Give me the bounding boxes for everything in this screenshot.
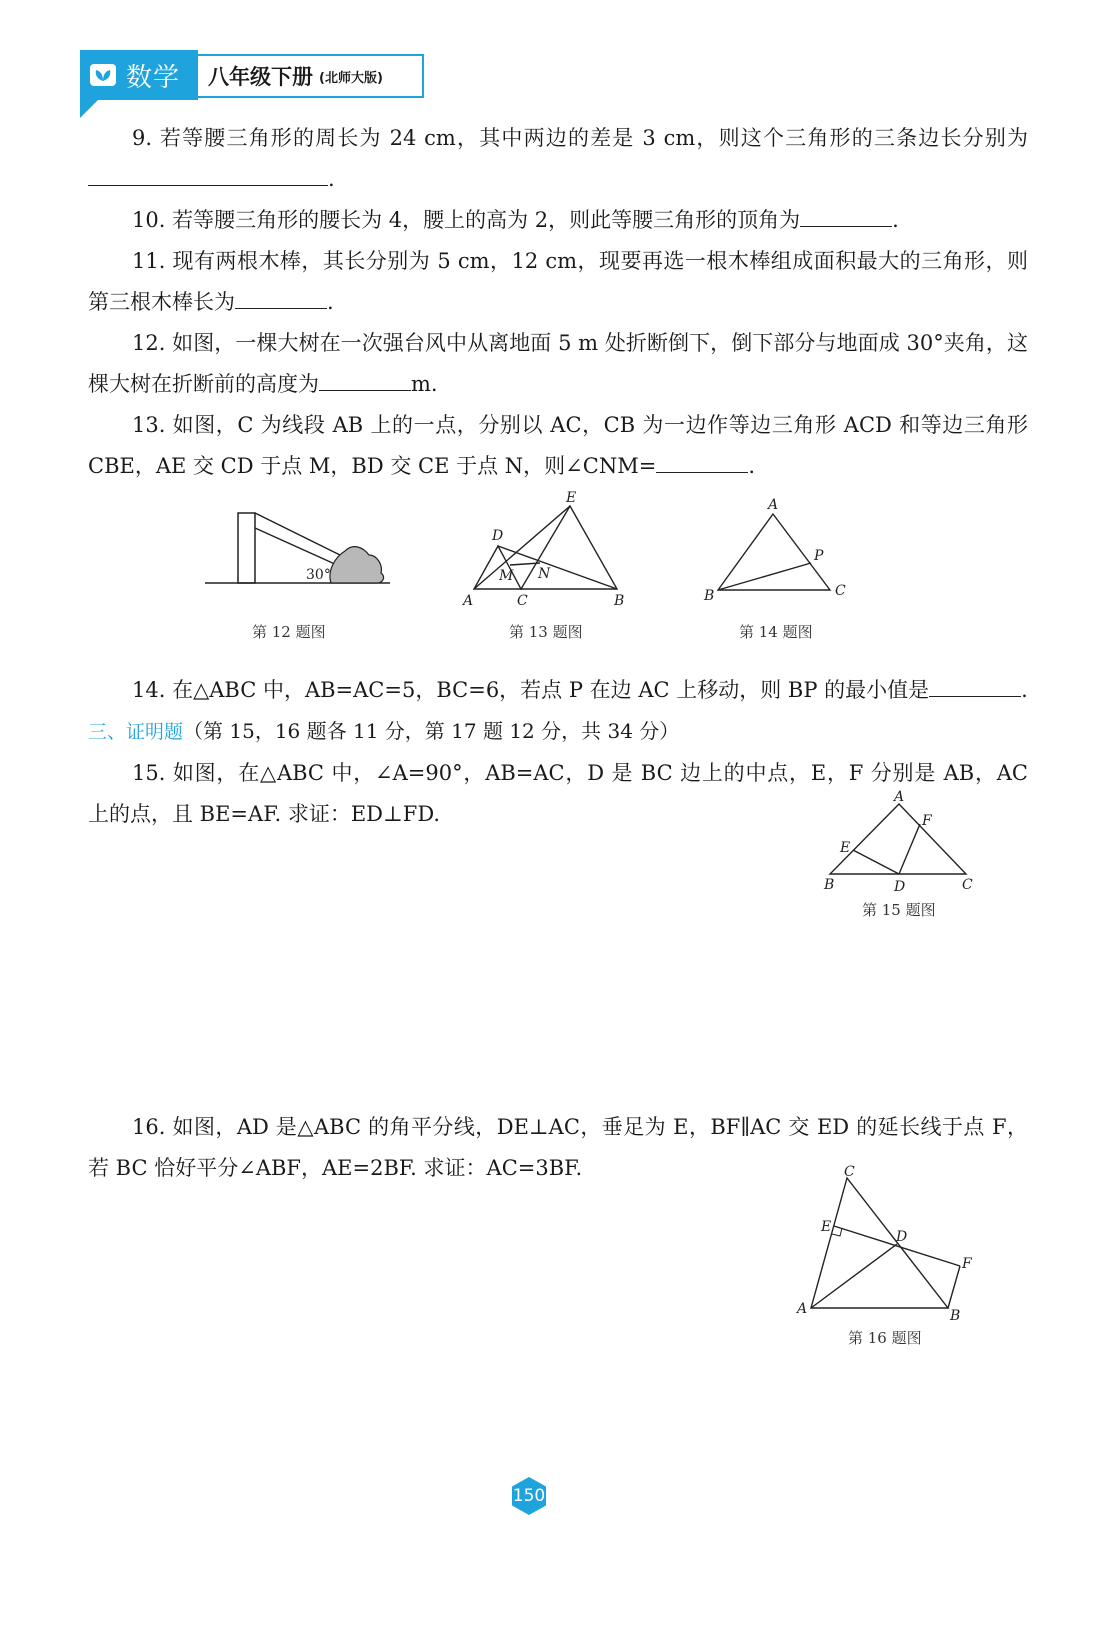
point-label-A: A (768, 497, 779, 513)
point-label-A: A (463, 593, 474, 609)
question-11-text: 11. 现有两根木棒，其长分别为 5 cm，12 cm，现要再选一根木棒组成面积最大的三角形，则第三根木棒长为 (88, 249, 1028, 314)
section-3-heading (88, 711, 1028, 753)
point-label-E: E (821, 1219, 832, 1235)
figure-16 (790, 1162, 980, 1327)
figure-13-caption: 第 13 题图 (509, 623, 583, 641)
figure-14 (700, 492, 860, 607)
point-label-C: C (962, 877, 973, 893)
figure-13 (462, 488, 632, 610)
question-14-text: 14. 在△ABC 中，AB=AC=5，BC=6，若点 P 在边 AC 上移动，则 BP 的最小值是 (132, 678, 930, 702)
subject-tab (80, 50, 198, 100)
point-label-F: F (922, 813, 932, 829)
answer-blank (88, 163, 328, 186)
point-label-C: C (844, 1164, 855, 1180)
point-label-M: M (499, 568, 514, 584)
figure-15-caption: 第 15 题图 (862, 901, 936, 919)
point-label-B: B (704, 588, 715, 604)
page-number-badge (509, 1476, 549, 1516)
point-label-D: D (896, 1229, 908, 1245)
answer-blank (319, 368, 411, 391)
point-label-F: F (962, 1256, 972, 1272)
question-9-end: . (328, 167, 335, 191)
point-label-B: B (614, 593, 625, 609)
figure-12 (205, 505, 390, 587)
answer-blank (656, 450, 748, 473)
question-14-end: . (1021, 678, 1028, 702)
section-note: （第 15，16 题各 11 分，第 17 题 12 分，共 34 分） (183, 719, 680, 743)
question-9 (88, 118, 1028, 200)
point-label-B: B (824, 877, 835, 893)
book-title-box (198, 54, 424, 98)
question-13-text: 13. 如图，C 为线段 AB 上的一点，分别以 AC，CB 为一边作等边三角形 ACD 和等边三角形 CBE，AE 交 CD 于点 M，BD 交 CE 于点 N，则∠CNM= (88, 413, 1028, 478)
question-14 (88, 670, 1028, 711)
question-13 (88, 405, 1028, 487)
point-label-N: N (538, 566, 551, 582)
point-label-A: A (797, 1301, 808, 1317)
figure-16-caption: 第 16 题图 (848, 1329, 922, 1347)
point-label-E: E (566, 490, 577, 506)
edition-label: (北师大版) (319, 70, 383, 86)
grade-label: 八年级下册 (208, 65, 313, 89)
question-11 (88, 241, 1028, 323)
point-label-C: C (835, 583, 846, 599)
answer-blank (800, 204, 892, 227)
question-9-text: 9. 若等腰三角形的周长为 24 cm，其中两边的差是 3 cm，则这个三角形的三条边长分别为 (132, 126, 1028, 150)
question-11-end: . (327, 290, 334, 314)
question-12-end: m. (411, 372, 438, 396)
figure-15 (822, 788, 982, 894)
point-label-D: D (492, 528, 504, 544)
question-10-text: 10. 若等腰三角形的腰长为 4，腰上的高为 2，则此等腰三角形的顶角为 (132, 208, 801, 232)
leaf-icon (90, 64, 116, 86)
answer-blank (235, 286, 327, 309)
question-13-end: . (748, 454, 755, 478)
question-15: 15. 如图，在△ABC 中，∠A=90°，AB=AC，D 是 BC 边上的中点，E，F 分别是 AB，AC 上的点，且 BE=AF. 求证：ED⊥FD. (88, 761, 1028, 826)
point-label-C: C (517, 593, 528, 609)
point-label-D: D (894, 879, 906, 894)
question-12 (88, 323, 1028, 405)
question-16: 16. 如图，AD 是△ABC 的角平分线，DE⊥AC，垂足为 E，BF∥AC 交 ED 的延长线于点 F，若 BC 恰好平分∠ABF，AE=2BF. 求证：AC=3BF. (88, 1115, 1028, 1180)
point-label-A: A (894, 789, 905, 805)
section-title: 三、证明题 (88, 721, 184, 743)
question-10-end: . (892, 208, 899, 232)
page-header (80, 50, 440, 102)
angle-label: 30° (306, 567, 331, 583)
point-label-P: P (814, 548, 824, 564)
figure-12-caption: 第 12 题图 (252, 623, 326, 641)
question-10 (88, 200, 1028, 241)
page-content (88, 118, 1028, 487)
question-12-text: 12. 如图，一棵大树在一次强台风中从离地面 5 m 处折断倒下，倒下部分与地面成 30°夹角，这棵大树在折断前的高度为 (88, 331, 1028, 396)
point-label-B: B (950, 1308, 961, 1324)
point-label-E: E (840, 840, 851, 856)
figure-14-caption: 第 14 题图 (739, 623, 813, 641)
answer-blank (929, 674, 1021, 697)
page-number: 150 (512, 1486, 546, 1506)
subject-label: 数学 (126, 62, 181, 93)
